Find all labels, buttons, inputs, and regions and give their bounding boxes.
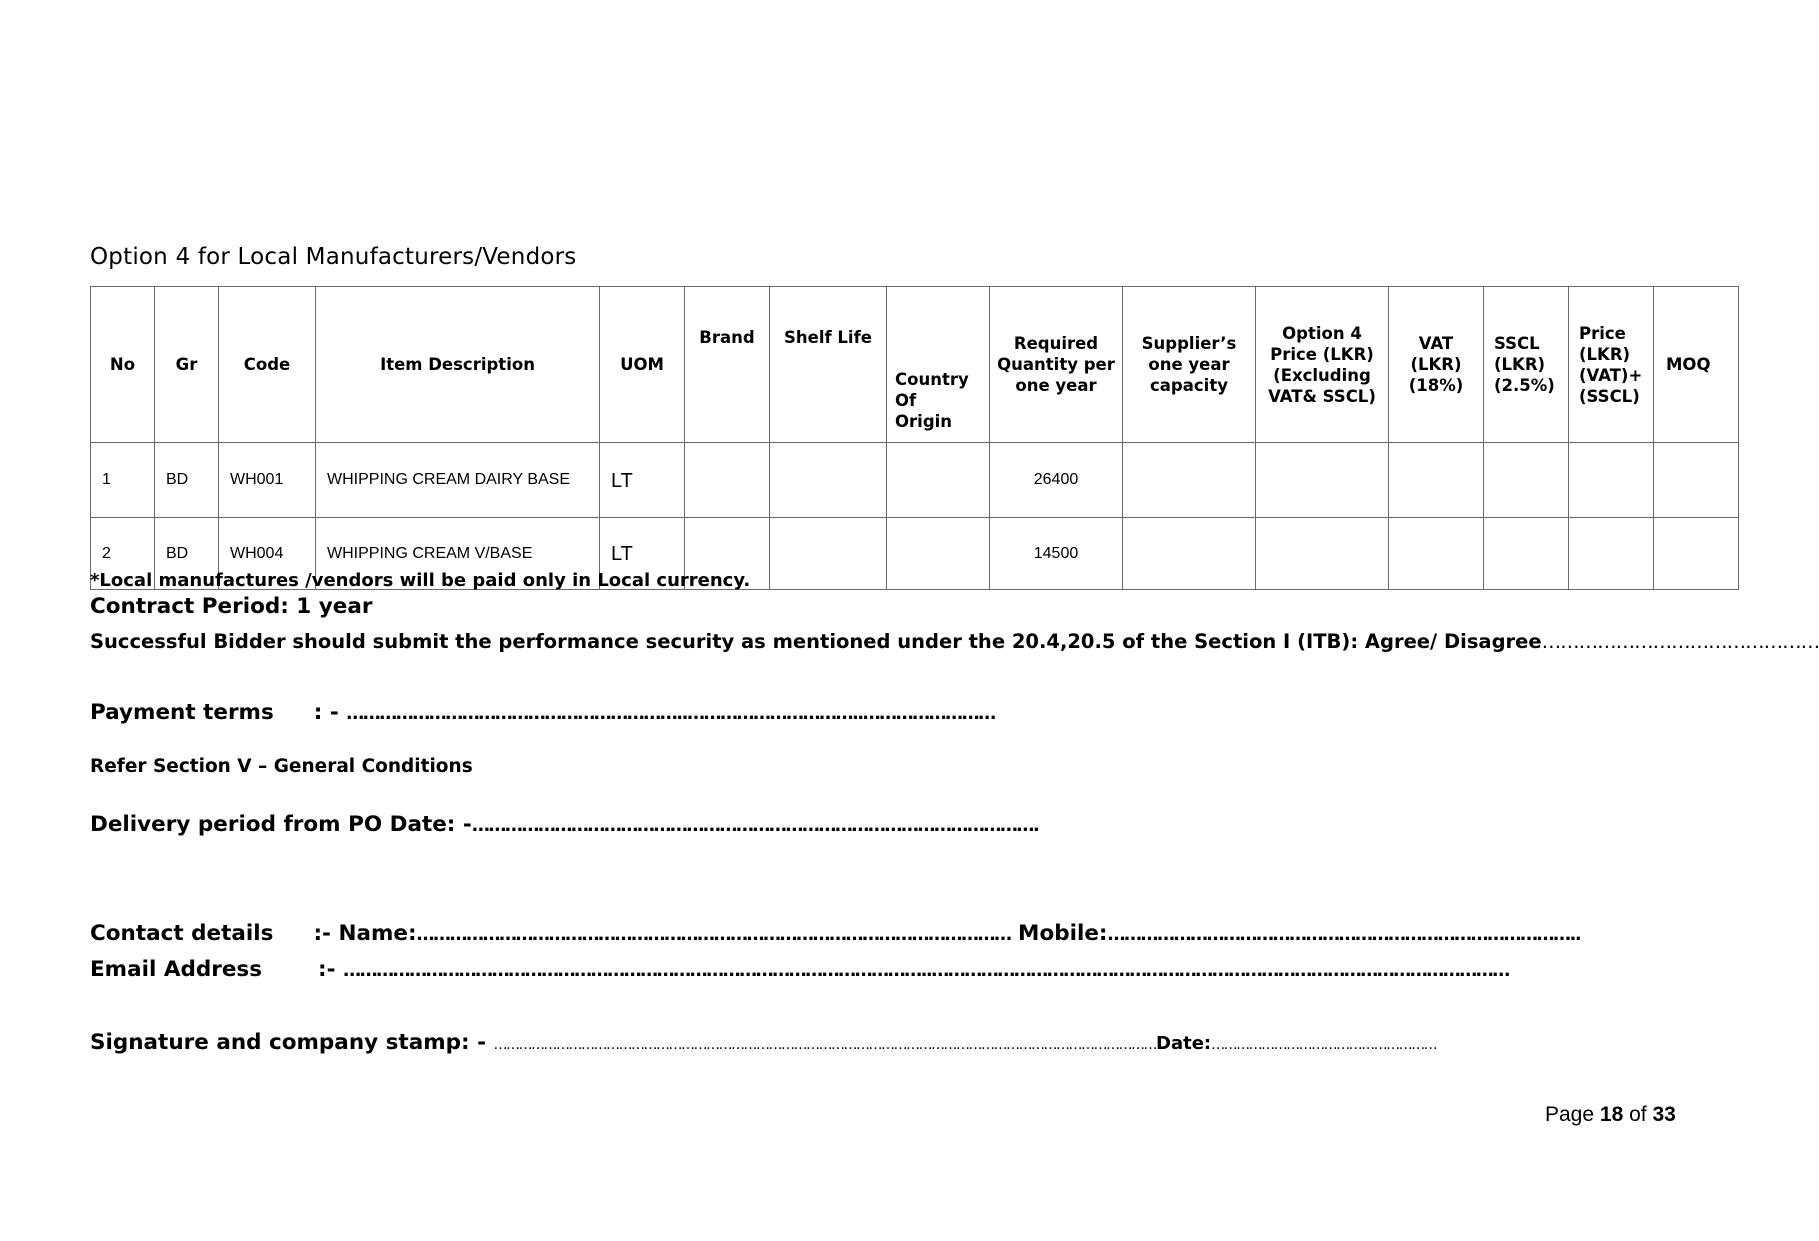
header-code: Code [219, 287, 316, 443]
header-vat-line: (LKR) [1410, 355, 1462, 374]
header-req-line: Required [1013, 334, 1099, 353]
cell-required-quantity: 14500 [990, 518, 1123, 590]
footer-page-number: 18 [1599, 1103, 1624, 1126]
header-no: No [91, 287, 155, 443]
cell-price-total[interactable] [1569, 443, 1654, 518]
performance-security-text: Successful Bidder should submit the performance security as mentioned under the 20.4,20.5 of the Section I (ITB): Agree/ Disagree [90, 630, 1542, 653]
header-country-line: Country [895, 370, 969, 389]
cell-code: WH001 [219, 443, 316, 518]
header-sscl-line: (LKR) [1494, 355, 1546, 374]
header-vat [1389, 287, 1484, 443]
header-supplier-line: Supplier’s [1141, 334, 1237, 353]
footer-page-word: Page [1545, 1103, 1595, 1126]
currency-note: *Local manufactures /vendors will be paid only in Local currency. [90, 570, 751, 591]
cell-moq[interactable] [1654, 443, 1739, 518]
cell-price-total[interactable] [1569, 518, 1654, 590]
contact-name-label: :- Name: [313, 921, 417, 946]
cell-moq[interactable] [1654, 518, 1739, 590]
cell-supplier-capacity[interactable] [1123, 443, 1256, 518]
contact-details-line [90, 921, 1580, 946]
cell-option4-price[interactable] [1256, 518, 1389, 590]
header-sscl [1484, 287, 1569, 443]
header-req-line: one year [1015, 376, 1097, 395]
footer-total-pages: 33 [1652, 1103, 1676, 1126]
header-option4-line: VAT& SSCL) [1268, 386, 1376, 406]
signature-date-label: Date: [1156, 1033, 1212, 1054]
header-price-line: (VAT)+ [1579, 365, 1643, 385]
header-req-line: Quantity per [997, 355, 1115, 374]
cell-shelf-life[interactable] [770, 443, 887, 518]
cell-no: 1 [91, 443, 155, 518]
delivery-period-label: Delivery period from PO Date: - [90, 812, 472, 837]
cell-description: WHIPPING CREAM V/BASE [316, 518, 600, 590]
header-brand: Brand [685, 287, 770, 443]
header-gr: Gr [155, 287, 219, 443]
contact-name-blank[interactable]: ……………………………………………………………………………………………… [416, 924, 1011, 945]
signature-date-blank[interactable]: ……………………………………………… [1211, 1037, 1437, 1053]
contact-details-label: Contact details [90, 921, 274, 946]
payment-terms-label: Payment terms [90, 700, 274, 725]
header-vat-line: VAT [1418, 334, 1454, 353]
contact-mobile-label: Mobile: [1018, 921, 1108, 946]
items-table-container [90, 286, 1738, 590]
cell-country-of-origin[interactable] [887, 518, 990, 590]
cell-vat[interactable] [1389, 443, 1484, 518]
table-header-row [91, 287, 1739, 443]
cell-country-of-origin[interactable] [887, 443, 990, 518]
cell-brand[interactable] [685, 443, 770, 518]
cell-supplier-capacity[interactable] [1123, 518, 1256, 590]
header-price-line: Price [1579, 323, 1626, 343]
email-address-separator: :- [318, 957, 336, 982]
header-country-line: Origin [895, 412, 953, 431]
header-moq: MOQ [1654, 287, 1739, 443]
header-sscl-line: (2.5%) [1494, 376, 1555, 395]
contract-period: Contract Period: 1 year [90, 594, 373, 619]
header-item-description: Item Description [316, 287, 600, 443]
cell-vat[interactable] [1389, 518, 1484, 590]
header-price-line: (SSCL) [1579, 386, 1640, 406]
cell-sscl[interactable] [1484, 518, 1569, 590]
header-country-line: Of [895, 391, 917, 410]
cell-no: 2 [91, 518, 155, 590]
header-option4-line: Price (LKR) [1270, 344, 1374, 364]
items-table [90, 286, 1739, 590]
header-supplier-line: one year [1148, 355, 1230, 374]
header-price-line: (LKR) [1579, 344, 1631, 364]
payment-terms-separator: : - [313, 700, 339, 725]
signature-label: Signature and company stamp: - [90, 1030, 487, 1055]
header-supplier-line: capacity [1150, 376, 1228, 395]
header-option4-price [1256, 287, 1389, 443]
email-address-blank[interactable]: ……………………………………………………………………………………………..…………………………………………………………………………………………… [343, 960, 1509, 981]
cell-required-quantity: 26400 [990, 443, 1123, 518]
email-address-line [90, 957, 1509, 982]
contact-mobile-blank[interactable]: ………………………………………………………………………….. [1107, 924, 1581, 945]
header-uom: UOM [600, 287, 685, 443]
cell-shelf-life[interactable] [770, 518, 887, 590]
cell-uom: LT [600, 443, 685, 518]
cell-uom: LT [600, 518, 685, 590]
page-footer [1545, 1103, 1676, 1127]
payment-terms-line [90, 700, 995, 725]
signature-blank[interactable]: …………………………………………………………………………………………………………………………………………… [493, 1037, 1157, 1053]
header-option4-line: Option 4 [1282, 323, 1362, 343]
table-row [91, 443, 1739, 518]
footer-of-word: of [1629, 1103, 1647, 1126]
cell-code: WH004 [219, 518, 316, 590]
cell-gr: BD [155, 443, 219, 518]
page-title: Option 4 for Local Manufacturers/Vendors [90, 244, 577, 270]
signature-line [90, 1030, 1436, 1055]
header-option4-line: (Excluding [1273, 365, 1371, 385]
cell-gr: BD [155, 518, 219, 590]
cell-sscl[interactable] [1484, 443, 1569, 518]
header-price-total [1569, 287, 1654, 443]
delivery-period-blank[interactable]: …………………………………………………………………………………………. [471, 815, 1039, 836]
header-vat-line: (18%) [1408, 376, 1464, 395]
payment-terms-blank[interactable]: ……………………………………………………..…………………………..…………………… [346, 703, 995, 724]
header-supplier-capacity [1123, 287, 1256, 443]
header-sscl-line: SSCL [1494, 334, 1540, 353]
email-address-label: Email Address [90, 957, 263, 982]
performance-security-statement [90, 630, 1819, 653]
delivery-period-line [90, 812, 1038, 837]
refer-section-text: Refer Section V – General Conditions [90, 756, 473, 777]
header-country-of-origin [887, 287, 990, 443]
cell-option4-price[interactable] [1256, 443, 1389, 518]
header-required-quantity [990, 287, 1123, 443]
cell-description: WHIPPING CREAM DAIRY BASE [316, 443, 600, 518]
performance-security-blank[interactable]: ……………………………………… [1541, 630, 1819, 653]
header-shelf-life: Shelf Life [770, 287, 887, 443]
